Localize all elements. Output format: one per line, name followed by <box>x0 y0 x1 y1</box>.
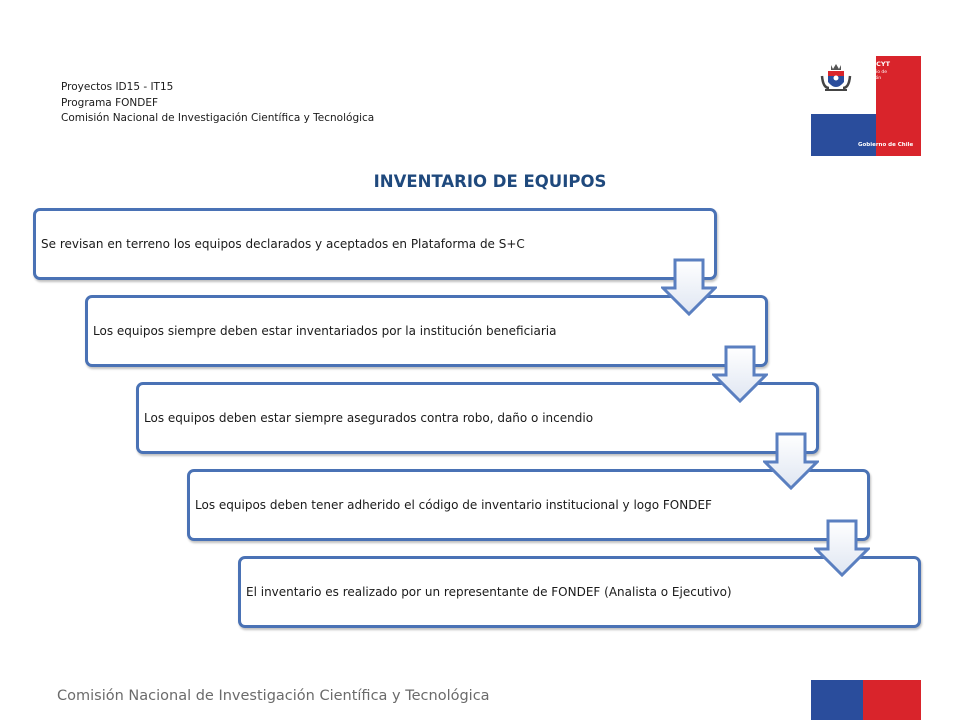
header-line-commission: Comisión Nacional de Investigación Científica y Tecnológica <box>61 112 375 124</box>
down-arrow-icon <box>814 519 870 577</box>
slide-title: INVENTARIO DE EQUIPOS <box>373 172 607 191</box>
header-line-project: Proyectos ID15 - IT15 <box>61 81 174 93</box>
down-arrow-icon <box>763 432 819 490</box>
footer-flag-blue <box>811 680 863 720</box>
footer-commission-name: Comisión Nacional de Investigación Científica y Tecnológica <box>57 688 490 704</box>
down-arrow-icon <box>661 258 717 316</box>
logo-org-name: CONICYT <box>858 60 891 68</box>
step-3-text: Los equipos deben estar siempre asegurados contra robo, daño o incendio <box>144 411 594 425</box>
step-4-text: Los equipos deben tener adherido el código de inventario institucional y logo FONDEF <box>195 498 712 512</box>
step-5-text: El inventario es realizado por un representante de FONDEF (Analista o Ejecutivo) <box>246 585 732 599</box>
footer-flag-red <box>863 680 921 720</box>
step-1-text: Se revisan en terreno los equipos declarados y aceptados en Plataforma de S+C <box>41 237 525 251</box>
logo-ministry <box>858 70 887 82</box>
step-1 <box>33 208 717 280</box>
logo-government: Gobierno de Chile <box>858 142 914 148</box>
down-arrow-icon <box>712 345 768 403</box>
logo-ministry-line2: Educación <box>858 76 882 81</box>
header <box>61 80 374 127</box>
footer-flag <box>811 680 921 720</box>
step-2-text: Los equipos siempre deben estar inventariados por la institución beneficiaria <box>93 324 557 338</box>
conicyt-logo <box>811 56 921 156</box>
header-line-program: Programa FONDEF <box>61 96 158 109</box>
logo-ministry-line1: Ministerio de <box>858 70 888 75</box>
coat-of-arms-icon <box>819 62 853 96</box>
